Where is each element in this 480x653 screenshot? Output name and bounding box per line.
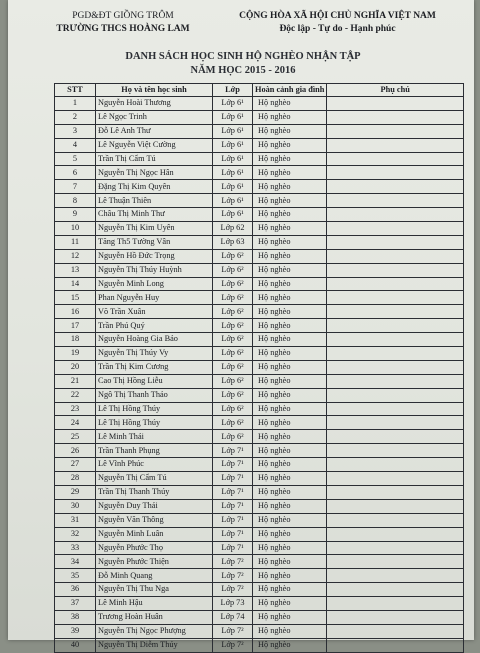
table-row [55, 180, 464, 194]
row-number: 17 [55, 319, 96, 333]
family-situation: Hộ nghèo [253, 194, 327, 208]
table-header-row [55, 84, 464, 97]
table-row [55, 263, 464, 277]
note-cell [327, 638, 464, 652]
row-number: 1 [55, 97, 96, 111]
class-name: Lớp 7¹ [213, 541, 253, 555]
student-name: Lê Vĩnh Phúc [96, 458, 213, 472]
note-cell [327, 527, 464, 541]
student-name: Nguyễn Thị Ngọc Hân [96, 166, 213, 180]
family-situation: Hộ nghèo [253, 333, 327, 347]
student-name: Tăng Th5 Tường Vân [96, 235, 213, 249]
student-name: Trần Thị Cẩm Tú [96, 152, 213, 166]
student-name: Cao Thị Hồng Liễu [96, 374, 213, 388]
table-row [55, 388, 464, 402]
row-number: 2 [55, 110, 96, 124]
family-situation: Hộ nghèo [253, 597, 327, 611]
table-row [55, 555, 464, 569]
family-situation: Hộ nghèo [253, 124, 327, 138]
title-line-1: DANH SÁCH HỌC SINH HỘ NGHÈO NHẬN TẬP [125, 51, 361, 62]
row-number: 29 [55, 485, 96, 499]
table-row [55, 444, 464, 458]
family-situation: Hộ nghèo [253, 347, 327, 361]
document-page [8, 0, 474, 650]
family-situation: Hộ nghèo [253, 513, 327, 527]
family-situation: Hộ nghèo [253, 499, 327, 513]
student-name: Lê Ngọc Trinh [96, 110, 213, 124]
row-number: 16 [55, 305, 96, 319]
row-number: 8 [55, 194, 96, 208]
school-name: TRƯỜNG THCS HOÀNG LAM [56, 24, 190, 34]
note-cell [327, 166, 464, 180]
student-name: Trần Thị Thanh Thúy [96, 485, 213, 499]
table-row [55, 166, 464, 180]
document-title [98, 50, 388, 78]
table-row [55, 152, 464, 166]
row-number: 22 [55, 388, 96, 402]
note-cell [327, 333, 464, 347]
student-name: Nguyễn Thị Thúy Vy [96, 347, 213, 361]
student-name: Nguyễn Hồ Đức Trọng [96, 249, 213, 263]
family-situation: Hộ nghèo [253, 360, 327, 374]
note-cell [327, 624, 464, 638]
student-name: Đỗ Minh Quang [96, 569, 213, 583]
national-motto: Độc lập - Tự do - Hạnh phúc [279, 24, 396, 34]
family-situation: Hộ nghèo [253, 110, 327, 124]
note-cell [327, 569, 464, 583]
table-row [55, 305, 464, 319]
department-name: PGD&ĐT GIỒNG TRÔM [72, 11, 174, 21]
note-cell [327, 402, 464, 416]
class-name: Lớp 6² [213, 347, 253, 361]
student-name: Nguyễn Minh Luân [96, 527, 213, 541]
table-row [55, 347, 464, 361]
student-name: Lê Nguyễn Việt Cường [96, 138, 213, 152]
table-row [55, 97, 464, 111]
school-header [48, 10, 198, 36]
row-number: 25 [55, 430, 96, 444]
col-header-name: Họ và tên học sinh [96, 84, 213, 97]
class-name: Lớp 6² [213, 249, 253, 263]
title-line-2: NĂM HỌC 2015 - 2016 [190, 65, 296, 76]
family-situation: Hộ nghèo [253, 374, 327, 388]
class-name: Lớp 7¹ [213, 527, 253, 541]
national-header [230, 10, 445, 36]
col-header-stt: STT [55, 84, 96, 97]
class-name: Lớp 7¹ [213, 458, 253, 472]
table-row [55, 277, 464, 291]
class-name: Lớp 7¹ [213, 499, 253, 513]
student-name: Nguyễn Hoàng Gia Bảo [96, 333, 213, 347]
note-cell [327, 374, 464, 388]
note-cell [327, 277, 464, 291]
note-cell [327, 263, 464, 277]
note-cell [327, 97, 464, 111]
table-row [55, 360, 464, 374]
table-row [55, 194, 464, 208]
row-number: 35 [55, 569, 96, 583]
class-name: Lớp 6² [213, 291, 253, 305]
student-name: Nguyễn Thị Kim Uyên [96, 222, 213, 236]
note-cell [327, 124, 464, 138]
row-number: 39 [55, 624, 96, 638]
student-name: Trần Phú Quý [96, 319, 213, 333]
table-row [55, 138, 464, 152]
note-cell [327, 110, 464, 124]
student-name: Trần Thị Kim Cương [96, 360, 213, 374]
family-situation: Hộ nghèo [253, 388, 327, 402]
student-name: Lê Minh Thái [96, 430, 213, 444]
note-cell [327, 291, 464, 305]
class-name: Lớp 6² [213, 305, 253, 319]
table-row [55, 610, 464, 624]
class-name: Lớp 6² [213, 416, 253, 430]
table-row [55, 485, 464, 499]
student-name: Ngô Thị Thanh Thảo [96, 388, 213, 402]
note-cell [327, 541, 464, 555]
class-name: Lớp 7¹ [213, 472, 253, 486]
row-number: 28 [55, 472, 96, 486]
student-name: Trần Thanh Phụng [96, 444, 213, 458]
class-name: Lớp 7² [213, 569, 253, 583]
class-name: Lớp 6¹ [213, 152, 253, 166]
note-cell [327, 152, 464, 166]
class-name: Lớp 6² [213, 319, 253, 333]
class-name: Lớp 7² [213, 638, 253, 652]
class-name: Lớp 6² [213, 374, 253, 388]
table-row [55, 583, 464, 597]
class-name: Lớp 7² [213, 624, 253, 638]
class-name: Lớp 6¹ [213, 138, 253, 152]
note-cell [327, 583, 464, 597]
class-name: Lớp 74 [213, 610, 253, 624]
family-situation: Hộ nghèo [253, 152, 327, 166]
note-cell [327, 208, 464, 222]
col-header-class: Lớp [213, 84, 253, 97]
table-row [55, 499, 464, 513]
class-name: Lớp 6¹ [213, 180, 253, 194]
class-name: Lớp 6² [213, 388, 253, 402]
class-name: Lớp 6¹ [213, 110, 253, 124]
family-situation: Hộ nghèo [253, 305, 327, 319]
student-name: Phan Nguyễn Huy [96, 291, 213, 305]
row-number: 12 [55, 249, 96, 263]
note-cell [327, 555, 464, 569]
table-row [55, 235, 464, 249]
table-row [55, 291, 464, 305]
row-number: 14 [55, 277, 96, 291]
family-situation: Hộ nghèo [253, 541, 327, 555]
row-number: 5 [55, 152, 96, 166]
class-name: Lớp 6¹ [213, 124, 253, 138]
table-row [55, 402, 464, 416]
family-situation: Hộ nghèo [253, 291, 327, 305]
student-name: Nguyễn Phước Thọ [96, 541, 213, 555]
note-cell [327, 235, 464, 249]
row-number: 27 [55, 458, 96, 472]
class-name: Lớp 6¹ [213, 166, 253, 180]
class-name: Lớp 6¹ [213, 194, 253, 208]
row-number: 26 [55, 444, 96, 458]
row-number: 37 [55, 597, 96, 611]
class-name: Lớp 6² [213, 333, 253, 347]
table-row [55, 541, 464, 555]
note-cell [327, 138, 464, 152]
student-name: Nguyễn Thị Diễm Thúy [96, 638, 213, 652]
row-number: 4 [55, 138, 96, 152]
student-name: Nguyễn Hoài Thương [96, 97, 213, 111]
family-situation: Hộ nghèo [253, 638, 327, 652]
family-situation: Hộ nghèo [253, 97, 327, 111]
country-name: CỘNG HÒA XÃ HỘI CHỦ NGHĨA VIỆT NAM [239, 11, 436, 21]
class-name: Lớp 7² [213, 583, 253, 597]
note-cell [327, 472, 464, 486]
table-row [55, 513, 464, 527]
row-number: 21 [55, 374, 96, 388]
note-cell [327, 458, 464, 472]
note-cell [327, 249, 464, 263]
class-name: Lớp 6¹ [213, 208, 253, 222]
class-name: Lớp 6² [213, 277, 253, 291]
class-name: Lớp 7¹ [213, 444, 253, 458]
table-row [55, 333, 464, 347]
student-name: Nguyễn Minh Long [96, 277, 213, 291]
row-number: 19 [55, 347, 96, 361]
table-row [55, 124, 464, 138]
class-name: Lớp 63 [213, 235, 253, 249]
row-number: 9 [55, 208, 96, 222]
table-row [55, 527, 464, 541]
class-name: Lớp 6¹ [213, 97, 253, 111]
family-situation: Hộ nghèo [253, 458, 327, 472]
note-cell [327, 180, 464, 194]
class-name: Lớp 6² [213, 263, 253, 277]
family-situation: Hộ nghèo [253, 472, 327, 486]
row-number: 11 [55, 235, 96, 249]
family-situation: Hộ nghèo [253, 430, 327, 444]
row-number: 30 [55, 499, 96, 513]
table-row [55, 624, 464, 638]
row-number: 10 [55, 222, 96, 236]
row-number: 34 [55, 555, 96, 569]
note-cell [327, 222, 464, 236]
note-cell [327, 305, 464, 319]
student-name: Nguyễn Thị Cẩm Tú [96, 472, 213, 486]
student-name: Lê Minh Hậu [96, 597, 213, 611]
class-name: Lớp 7¹ [213, 485, 253, 499]
student-name: Nguyễn Văn Thông [96, 513, 213, 527]
note-cell [327, 610, 464, 624]
table-body [55, 97, 464, 653]
family-situation: Hộ nghèo [253, 444, 327, 458]
table-row [55, 458, 464, 472]
family-situation: Hộ nghèo [253, 166, 327, 180]
note-cell [327, 430, 464, 444]
col-header-note: Phụ chú [327, 84, 464, 97]
row-number: 31 [55, 513, 96, 527]
student-name: Châu Thị Minh Thư [96, 208, 213, 222]
row-number: 38 [55, 610, 96, 624]
family-situation: Hộ nghèo [253, 485, 327, 499]
table-row [55, 249, 464, 263]
family-situation: Hộ nghèo [253, 138, 327, 152]
row-number: 32 [55, 527, 96, 541]
class-name: Lớp 73 [213, 597, 253, 611]
family-situation: Hộ nghèo [253, 235, 327, 249]
row-number: 6 [55, 166, 96, 180]
family-situation: Hộ nghèo [253, 610, 327, 624]
family-situation: Hộ nghèo [253, 263, 327, 277]
row-number: 15 [55, 291, 96, 305]
table-row [55, 569, 464, 583]
student-name: Đỗ Lê Anh Thư [96, 124, 213, 138]
student-name: Nguyễn Thị Thu Nga [96, 583, 213, 597]
row-number: 24 [55, 416, 96, 430]
note-cell [327, 347, 464, 361]
class-name: Lớp 6² [213, 402, 253, 416]
class-name: Lớp 7¹ [213, 513, 253, 527]
row-number: 20 [55, 360, 96, 374]
row-number: 33 [55, 541, 96, 555]
note-cell [327, 513, 464, 527]
note-cell [327, 388, 464, 402]
row-number: 36 [55, 583, 96, 597]
table-row [55, 597, 464, 611]
family-situation: Hộ nghèo [253, 319, 327, 333]
family-situation: Hộ nghèo [253, 555, 327, 569]
student-name: Trương Hoàn Huân [96, 610, 213, 624]
table-row [55, 319, 464, 333]
table-row [55, 208, 464, 222]
class-name: Lớp 7² [213, 555, 253, 569]
family-situation: Hộ nghèo [253, 222, 327, 236]
table-row [55, 416, 464, 430]
class-name: Lớp 6² [213, 430, 253, 444]
student-name: Lê Thị Hồng Thúy [96, 402, 213, 416]
family-situation: Hộ nghèo [253, 208, 327, 222]
row-number: 7 [55, 180, 96, 194]
student-name: Nguyễn Duy Thái [96, 499, 213, 513]
student-name: Võ Trần Xuân [96, 305, 213, 319]
table-row [55, 430, 464, 444]
note-cell [327, 499, 464, 513]
table-row [55, 222, 464, 236]
family-situation: Hộ nghèo [253, 569, 327, 583]
family-situation: Hộ nghèo [253, 416, 327, 430]
table-row [55, 472, 464, 486]
col-header-situation: Hoàn cảnh gia đình [253, 84, 327, 97]
note-cell [327, 319, 464, 333]
row-number: 40 [55, 638, 96, 652]
table-row [55, 110, 464, 124]
note-cell [327, 194, 464, 208]
family-situation: Hộ nghèo [253, 624, 327, 638]
student-table [54, 83, 464, 653]
student-name: Lê Thuận Thiên [96, 194, 213, 208]
table-row [55, 638, 464, 652]
note-cell [327, 416, 464, 430]
family-situation: Hộ nghèo [253, 277, 327, 291]
student-name: Đặng Thị Kim Quyên [96, 180, 213, 194]
family-situation: Hộ nghèo [253, 583, 327, 597]
table-row [55, 374, 464, 388]
note-cell [327, 360, 464, 374]
row-number: 13 [55, 263, 96, 277]
class-name: Lớp 62 [213, 222, 253, 236]
class-name: Lớp 6² [213, 360, 253, 374]
row-number: 23 [55, 402, 96, 416]
family-situation: Hộ nghèo [253, 402, 327, 416]
note-cell [327, 597, 464, 611]
student-name: Nguyễn Phước Thiện [96, 555, 213, 569]
family-situation: Hộ nghèo [253, 180, 327, 194]
row-number: 3 [55, 124, 96, 138]
note-cell [327, 485, 464, 499]
family-situation: Hộ nghèo [253, 527, 327, 541]
student-name: Lê Thị Hồng Thúy [96, 416, 213, 430]
student-name: Nguyễn Thị Thúy Huỳnh [96, 263, 213, 277]
family-situation: Hộ nghèo [253, 249, 327, 263]
row-number: 18 [55, 333, 96, 347]
student-name: Nguyễn Thị Ngọc Phượng [96, 624, 213, 638]
note-cell [327, 444, 464, 458]
